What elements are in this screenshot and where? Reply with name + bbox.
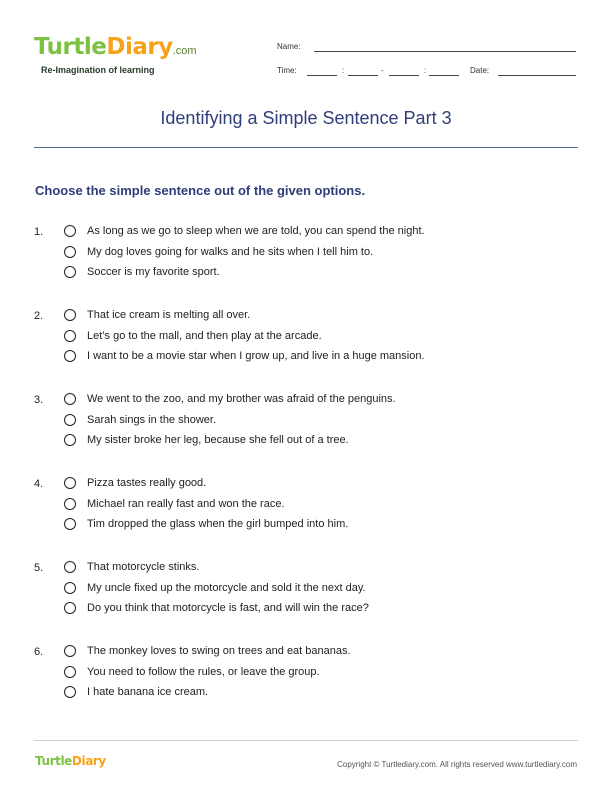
radio-circle-icon[interactable]	[64, 561, 76, 573]
option-text: You need to follow the rules, or leave the group.	[87, 666, 320, 678]
option-text: That motorcycle stinks.	[87, 561, 200, 573]
radio-circle-icon[interactable]	[64, 582, 76, 594]
logo-domain: .com	[172, 45, 197, 57]
option-text: Pizza tastes really good.	[87, 477, 207, 489]
copyright-text: Copyright © Turtlediary.com. All rights reserved www.turtlediary.com	[337, 760, 577, 769]
option-text: Michael ran really fast and won the race.	[87, 498, 285, 510]
footer-logo-part-diary: Diary	[71, 754, 106, 768]
name-field[interactable]	[314, 51, 576, 52]
time-label: Time:	[277, 66, 297, 75]
radio-circle-icon[interactable]	[64, 518, 76, 530]
logo-wordmark	[34, 34, 197, 64]
title-divider	[34, 147, 578, 148]
date-field[interactable]	[498, 75, 576, 76]
logo-part-diary: Diary	[106, 34, 173, 60]
time-end-minutes-field[interactable]	[429, 75, 459, 76]
option-text: I hate banana ice cream.	[87, 686, 209, 698]
radio-circle-icon[interactable]	[64, 225, 76, 237]
radio-circle-icon[interactable]	[64, 309, 76, 321]
time-dash: -	[381, 66, 384, 75]
option-text: Do you think that motorcycle is fast, and will win the race?	[87, 602, 369, 614]
time-start-minutes-field[interactable]	[348, 75, 378, 76]
option-text: My sister broke her leg, because she fell out of a tree.	[87, 434, 349, 446]
option-text: My uncle fixed up the motorcycle and sold it the next day.	[87, 582, 366, 594]
time-separator: :	[342, 66, 345, 75]
radio-circle-icon[interactable]	[64, 246, 76, 258]
option-text: I want to be a movie star when I grow up, and live in a huge mansion.	[87, 350, 425, 362]
radio-circle-icon[interactable]	[64, 330, 76, 342]
option-text: My dog loves going for walks and he sits when I tell him to.	[87, 246, 374, 258]
turtle-diary-logo	[34, 34, 197, 82]
date-label: Date:	[470, 66, 490, 75]
radio-circle-icon[interactable]	[64, 350, 76, 362]
radio-circle-icon[interactable]	[64, 434, 76, 446]
name-label: Name:	[277, 42, 301, 51]
instructions: Choose the simple sentence out of the given options.	[35, 183, 366, 198]
radio-circle-icon[interactable]	[64, 645, 76, 657]
option-text: The monkey loves to swing on trees and eat bananas.	[87, 645, 351, 657]
radio-circle-icon[interactable]	[64, 602, 76, 614]
radio-circle-icon[interactable]	[64, 414, 76, 426]
time-end-hours-field[interactable]	[389, 75, 419, 76]
footer-logo	[35, 754, 106, 768]
radio-circle-icon[interactable]	[64, 477, 76, 489]
footer-divider	[34, 740, 578, 741]
radio-circle-icon[interactable]	[64, 686, 76, 698]
option-text: Tim dropped the glass when the girl bumped into him.	[87, 518, 349, 530]
footer-logo-part-turtle: Turtle	[35, 754, 72, 768]
option-text: Sarah sings in the shower.	[87, 414, 217, 426]
radio-circle-icon[interactable]	[64, 393, 76, 405]
question-number: 5.	[34, 562, 44, 574]
time-separator: :	[424, 66, 427, 75]
option-text: As long as we go to sleep when we are told, you can spend the night.	[87, 225, 425, 237]
option-text: That ice cream is melting all over.	[87, 309, 251, 321]
logo-part-turtle: Turtle	[34, 34, 107, 60]
logo-tagline: Re-Imagination of learning	[41, 65, 155, 75]
question-number: 2.	[34, 310, 44, 322]
radio-circle-icon[interactable]	[64, 266, 76, 278]
worksheet-title: Identifying a Simple Sentence Part 3	[160, 108, 452, 128]
question-number: 3.	[34, 394, 44, 406]
radio-circle-icon[interactable]	[64, 498, 76, 510]
question-number: 6.	[34, 646, 44, 658]
radio-circle-icon[interactable]	[64, 666, 76, 678]
option-text: We went to the zoo, and my brother was afraid of the penguins.	[87, 393, 396, 405]
option-text: Let’s go to the mall, and then play at the arcade.	[87, 330, 322, 342]
option-text: Soccer is my favorite sport.	[87, 266, 220, 278]
question-number: 1.	[34, 226, 44, 238]
question-number: 4.	[34, 478, 44, 490]
time-start-hours-field[interactable]	[307, 75, 337, 76]
